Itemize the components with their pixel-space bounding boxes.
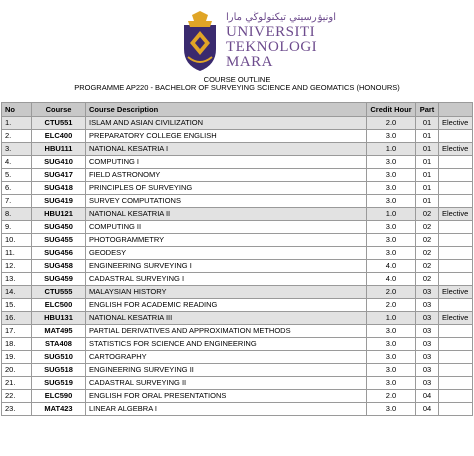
course-description: FIELD ASTRONOMY [86,169,367,182]
table-row [2,195,473,208]
elective-note: Elective [439,286,473,299]
elective-note [439,299,473,312]
elective-note [439,234,473,247]
part-number: 01 [416,195,439,208]
credit-hour: 3.0 [367,403,416,416]
course-code: CTU551 [32,117,86,130]
row-number: 8. [2,208,32,221]
elective-note [439,169,473,182]
part-number: 03 [416,364,439,377]
elective-note: Elective [439,143,473,156]
credit-hour: 1.0 [367,143,416,156]
part-number: 01 [416,143,439,156]
table-row [2,390,473,403]
logo-line-2: TEKNOLOGI [226,39,318,55]
header-no: No [2,103,32,117]
part-number: 01 [416,156,439,169]
logo-line-1: UNIVERSITI [226,24,316,40]
elective-note [439,377,473,390]
row-number: 15. [2,299,32,312]
header-description: Course Description [86,103,367,117]
table-row [2,403,473,416]
table-row [2,247,473,260]
elective-note [439,182,473,195]
row-number: 21. [2,377,32,390]
course-code: ELC590 [32,390,86,403]
row-number: 20. [2,364,32,377]
part-number: 03 [416,338,439,351]
elective-note [439,260,473,273]
credit-hour: 3.0 [367,169,416,182]
uitm-wordmark [226,11,337,70]
elective-note [439,338,473,351]
row-number: 6. [2,182,32,195]
row-number: 5. [2,169,32,182]
part-number: 03 [416,299,439,312]
course-table [1,102,473,416]
elective-note [439,351,473,364]
table-row [2,286,473,299]
table-row [2,260,473,273]
row-number: 23. [2,403,32,416]
page-subtitle: PROGRAMME AP220 - BACHELOR OF SURVEYING SCIENCE AND GEOMATICS (HONOURS) [74,83,400,92]
course-description: PARTIAL DERIVATIVES AND APPROXIMATION METHODS [86,325,367,338]
elective-note: Elective [439,208,473,221]
credit-hour: 3.0 [367,325,416,338]
course-code: SUG417 [32,169,86,182]
table-row [2,325,473,338]
course-code: ELC500 [32,299,86,312]
credit-hour: 4.0 [367,260,416,273]
credit-hour: 3.0 [367,182,416,195]
credit-hour: 2.0 [367,299,416,312]
jawi-name: اونيۏرسيتي تيكنولوڬي مارا [226,12,337,23]
row-number: 3. [2,143,32,156]
course-description: CADASTRAL SURVEYING II [86,377,367,390]
part-number: 01 [416,169,439,182]
elective-note [439,156,473,169]
course-description: ENGINEERING SURVEYING I [86,260,367,273]
credit-hour: 3.0 [367,247,416,260]
table-row [2,182,473,195]
credit-hour: 1.0 [367,208,416,221]
table-row [2,169,473,182]
row-number: 13. [2,273,32,286]
elective-note [439,221,473,234]
course-code: STA408 [32,338,86,351]
course-code: HBU111 [32,143,86,156]
part-number: 01 [416,182,439,195]
part-number: 02 [416,260,439,273]
table-row [2,312,473,325]
course-code: MAT495 [32,325,86,338]
credit-hour: 3.0 [367,130,416,143]
course-description: PREPARATORY COLLEGE ENGLISH [86,130,367,143]
course-code: SUG410 [32,156,86,169]
row-number: 9. [2,221,32,234]
page-title: COURSE OUTLINE [203,75,271,84]
header-part: Part [416,103,439,117]
elective-note [439,390,473,403]
table-row [2,234,473,247]
table-row [2,273,473,286]
course-code: SUG519 [32,377,86,390]
header-credit-hour: Credit Hour [367,103,416,117]
course-code: HBU121 [32,208,86,221]
table-row [2,156,473,169]
part-number: 03 [416,325,439,338]
row-number: 1. [2,117,32,130]
course-description: ENGINEERING SURVEYING II [86,364,367,377]
credit-hour: 3.0 [367,195,416,208]
part-number: 02 [416,221,439,234]
table-row [2,143,473,156]
credit-hour: 3.0 [367,221,416,234]
course-code: SUG459 [32,273,86,286]
credit-hour: 3.0 [367,351,416,364]
course-description: GEODESY [86,247,367,260]
course-description: ENGLISH FOR ORAL PRESENTATIONS [86,390,367,403]
course-description: COMPUTING II [86,221,367,234]
table-row [2,130,473,143]
course-code: SUG450 [32,221,86,234]
table-row [2,221,473,234]
course-code: SUG458 [32,260,86,273]
row-number: 16. [2,312,32,325]
header-course: Course [32,103,86,117]
table-row [2,351,473,364]
course-description: PRINCIPLES OF SURVEYING [86,182,367,195]
credit-hour: 2.0 [367,286,416,299]
table-row [2,377,473,390]
logo-line-3: MARA [226,54,274,70]
course-code: SUG518 [32,364,86,377]
credit-hour: 4.0 [367,273,416,286]
course-code: MAT423 [32,403,86,416]
course-description: SURVEY COMPUTATIONS [86,195,367,208]
course-description: CADASTRAL SURVEYING I [86,273,367,286]
row-number: 12. [2,260,32,273]
credit-hour: 1.0 [367,312,416,325]
elective-note [439,325,473,338]
part-number: 02 [416,234,439,247]
row-number: 4. [2,156,32,169]
course-code: ELC400 [32,130,86,143]
course-code: HBU131 [32,312,86,325]
part-number: 03 [416,286,439,299]
table-row [2,117,473,130]
row-number: 22. [2,390,32,403]
row-number: 19. [2,351,32,364]
header-note [439,103,473,117]
elective-note [439,364,473,377]
part-number: 03 [416,312,439,325]
part-number: 03 [416,351,439,364]
course-description: NATIONAL KESATRIA III [86,312,367,325]
part-number: 03 [416,377,439,390]
elective-note [439,273,473,286]
course-description: NATIONAL KESATRIA I [86,143,367,156]
elective-note: Elective [439,117,473,130]
course-code: SUG418 [32,182,86,195]
table-row [2,208,473,221]
elective-note [439,247,473,260]
uitm-crest-icon [178,11,222,73]
row-number: 2. [2,130,32,143]
table-header-row [2,103,473,117]
course-description: PHOTOGRAMMETRY [86,234,367,247]
part-number: 04 [416,390,439,403]
table-row [2,338,473,351]
course-description: ISLAM AND ASIAN CIVILIZATION [86,117,367,130]
credit-hour: 3.0 [367,377,416,390]
credit-hour: 3.0 [367,234,416,247]
part-number: 01 [416,117,439,130]
row-number: 18. [2,338,32,351]
elective-note [439,403,473,416]
row-number: 11. [2,247,32,260]
credit-hour: 3.0 [367,338,416,351]
part-number: 02 [416,208,439,221]
table-row [2,364,473,377]
uitm-logo [178,11,337,75]
course-description: ENGLISH FOR ACADEMIC READING [86,299,367,312]
course-code: SUG456 [32,247,86,260]
elective-note: Elective [439,312,473,325]
row-number: 17. [2,325,32,338]
course-code: SUG419 [32,195,86,208]
elective-note [439,195,473,208]
credit-hour: 2.0 [367,390,416,403]
credit-hour: 3.0 [367,156,416,169]
course-code: SUG455 [32,234,86,247]
part-number: 02 [416,247,439,260]
row-number: 7. [2,195,32,208]
credit-hour: 2.0 [367,117,416,130]
course-description: COMPUTING I [86,156,367,169]
part-number: 01 [416,130,439,143]
course-description: STATISTICS FOR SCIENCE AND ENGINEERING [86,338,367,351]
course-description: LINEAR ALGEBRA I [86,403,367,416]
credit-hour: 3.0 [367,364,416,377]
course-description: CARTOGRAPHY [86,351,367,364]
course-code: SUG510 [32,351,86,364]
course-code: CTU555 [32,286,86,299]
elective-note [439,130,473,143]
row-number: 14. [2,286,32,299]
part-number: 04 [416,403,439,416]
row-number: 10. [2,234,32,247]
course-description: MALAYSIAN HISTORY [86,286,367,299]
course-description: NATIONAL KESATRIA II [86,208,367,221]
table-row [2,299,473,312]
part-number: 02 [416,273,439,286]
